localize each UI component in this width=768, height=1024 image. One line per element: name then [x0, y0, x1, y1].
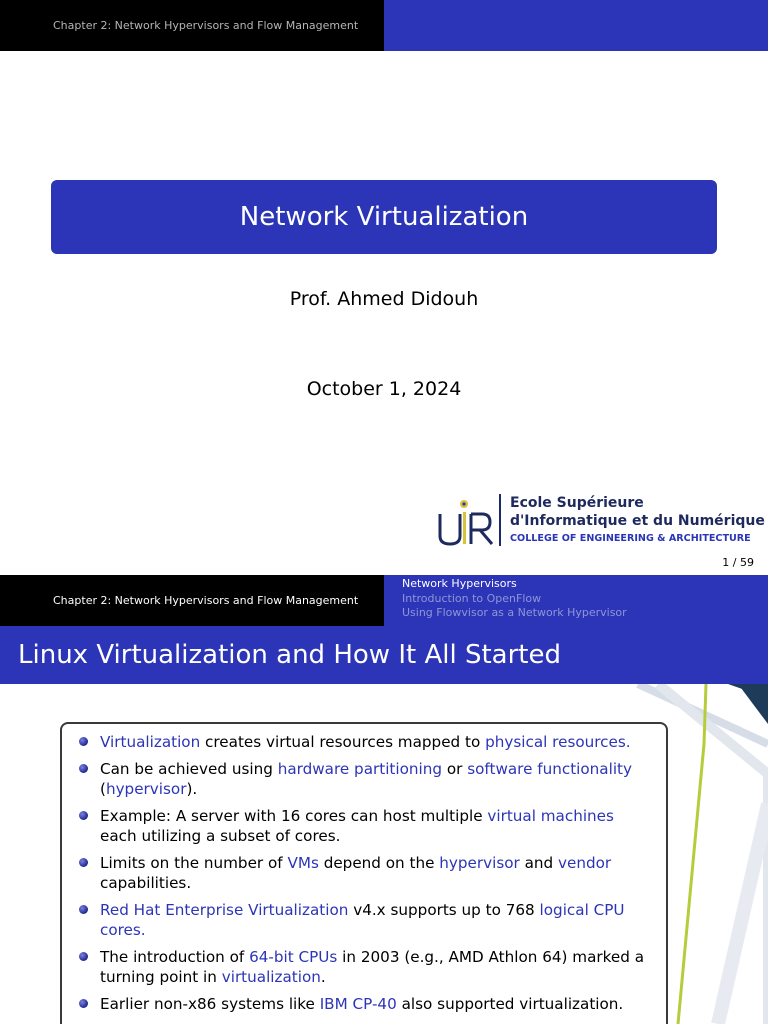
highlighted-term: physical resources. — [485, 733, 631, 751]
highlighted-term: hypervisor — [105, 780, 187, 798]
presentation-date: October 1, 2024 — [306, 378, 462, 400]
bullet-icon — [79, 999, 88, 1008]
bullet-item — [100, 853, 648, 893]
logo-line-3: COLLEGE OF ENGINEERING & ARCHITECTURE — [510, 533, 751, 544]
bullet-text: . — [320, 968, 326, 986]
bullet-text: also supported virtualization. — [396, 995, 624, 1013]
bullet-icon — [79, 905, 88, 914]
section-nav — [384, 575, 768, 626]
header-bar — [0, 0, 768, 51]
highlighted-term: logical CPU cores. — [100, 901, 625, 939]
presentation-title: Network Virtualization — [51, 180, 717, 254]
author-name: Prof. Ahmed Didouh — [289, 288, 479, 310]
bullet-item — [100, 947, 648, 987]
nav-item-network-hypervisors[interactable]: Network Hypervisors — [402, 577, 517, 590]
bullet-list — [100, 732, 648, 1014]
bullet-icon — [79, 811, 88, 820]
institution-logo — [436, 492, 766, 550]
highlighted-term: VMs — [287, 854, 319, 872]
bullet-icon — [79, 737, 88, 746]
chapter-label[interactable]: Chapter 2: Network Hypervisors and Flow Management — [0, 575, 384, 626]
bullet-text: The introduction of — [100, 948, 250, 966]
page-number: 1 / 59 — [722, 556, 754, 569]
highlighted-term: Virtualization — [100, 733, 201, 751]
frame-title: Linux Virtualization and How It All Started — [0, 626, 768, 684]
highlighted-term: IBM CP-40 — [319, 995, 397, 1013]
bullet-text: Can be achieved using — [100, 760, 278, 778]
highlighted-term: software functionality — [467, 760, 632, 778]
bullet-text: and — [519, 854, 558, 872]
highlighted-term: virtual machines — [487, 807, 614, 825]
nav-item-openflow[interactable]: Introduction to OpenFlow — [402, 591, 542, 605]
content-block — [60, 722, 668, 1024]
bullet-text: in 2003 (e.g., AMD Athlon 64) marked a turning point in — [100, 948, 645, 986]
header-bar — [0, 575, 768, 626]
highlighted-term: hardware partitioning — [277, 760, 442, 778]
bullet-text: Limits on the number of — [100, 854, 288, 872]
bullet-text: ( — [100, 780, 106, 798]
bullet-text: Example: A server with 16 cores can host multiple — [100, 807, 488, 825]
bullet-text: Earlier non-x86 systems like — [100, 995, 320, 1013]
bullet-text: or — [442, 760, 468, 778]
logo-separator — [499, 494, 501, 546]
logo-line-1: Ecole Supérieure — [510, 495, 644, 511]
logo-line-2: d'Informatique et du Numérique — [510, 513, 765, 529]
bullet-item — [100, 900, 648, 940]
highlighted-term: virtualization — [221, 968, 321, 986]
bullet-text: each utilizing a subset of cores. — [100, 827, 341, 845]
bullet-text: depend on the — [318, 854, 440, 872]
bullet-text: creates virtual resources mapped to — [200, 733, 486, 751]
nav-item-flowvisor[interactable]: Using Flowvisor as a Network Hypervisor — [402, 606, 627, 619]
bullet-icon — [79, 764, 88, 773]
bullet-icon — [79, 952, 88, 961]
bullet-text: capabilities. — [100, 874, 192, 892]
highlighted-term: Red Hat Enterprise Virtualization — [100, 901, 349, 919]
bullet-text: ). — [186, 780, 198, 798]
chapter-label: Chapter 2: Network Hypervisors and Flow Management — [0, 0, 384, 51]
bullet-item — [100, 732, 648, 752]
bullet-item — [100, 759, 648, 799]
bullet-icon — [79, 858, 88, 867]
content-slide — [0, 575, 768, 1024]
highlighted-term: 64-bit CPUs — [249, 948, 338, 966]
bullet-item — [100, 994, 648, 1014]
uir-logo-icon — [436, 500, 498, 548]
bullet-text: v4.x supports up to 768 — [348, 901, 540, 919]
bullet-item — [100, 806, 648, 846]
header-nav-area — [384, 0, 768, 51]
highlighted-term: vendor — [558, 854, 612, 872]
highlighted-term: hypervisor — [439, 854, 520, 872]
